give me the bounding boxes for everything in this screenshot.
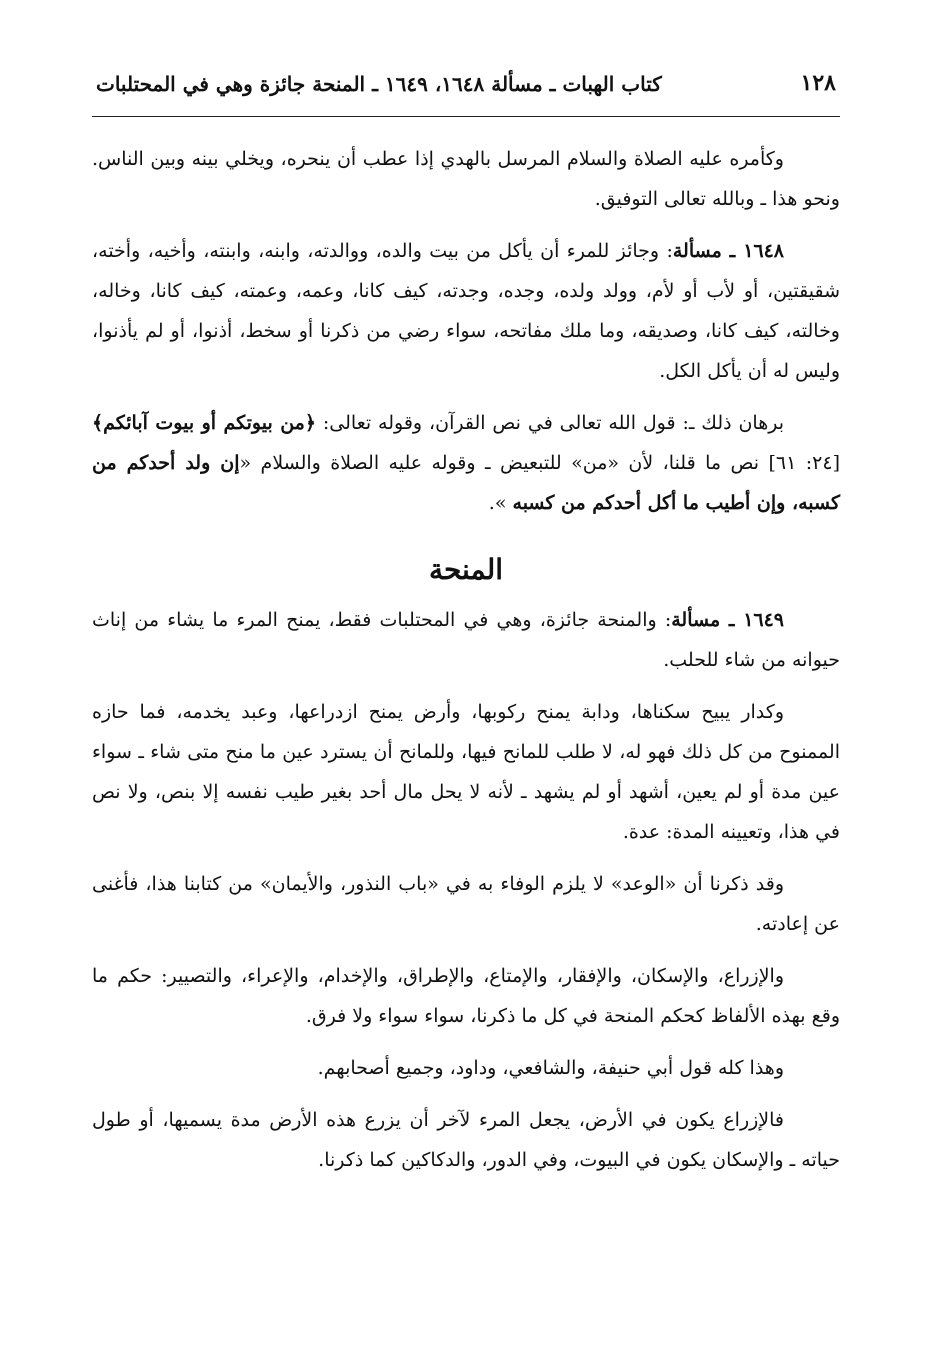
paragraph-hady: وكأمره عليه الصلاة والسلام المرسل بالهدي إذا عطب أن ينحره، ويخلي بينه وبين الناس. ونحو هذا ـ وبالله تعالى التوفيق. — [92, 148, 840, 210]
proof-intro: برهان ذلك ـ: قول الله تعالى في نص القرآن، وقوله تعالى: — [316, 412, 784, 434]
section-heading: المنحة — [428, 553, 504, 586]
paragraph-promise: وقد ذكرنا أن «الوعد» لا يلزم الوفاء به في «باب النذور، والأيمان» من كتابنا هذا، فأغنى عن إعادته. — [92, 873, 840, 935]
paragraph-house-lending: وكدار يبيح سكناها، ودابة يمنح ركوبها، وأرض يمنح ازدراعها، وعبد يخدمه، فما حازه الممنوح من كل ذلك فهو له، لا طلب للمانح فيها، وللمانح أن يسترد عين ما منح متى شاء ـ سواء عين مدة أو لم يعين، أشهد أو لم يشهد ـ لأنه لا يحل مال أحد بغير طيب نفسه إلا بنص، ولا نص في هذا، وتعيينه المدة: عدة. — [92, 701, 840, 843]
paragraph-terms: والإزراع، والإسكان، والإفقار، والإمتاع، والإطراق، والإخدام، والإعراء، والتصيير: حكم ما وقع بهذه الألفاظ كحكم المنحة في كل ما ذكرنا، سواء سواء ولا فرق. — [92, 965, 840, 1027]
proof-end: ». — [488, 492, 513, 514]
paragraph-issue-1648 — [92, 231, 840, 391]
paragraph-scholars: وهذا كله قول أبي حنيفة، والشافعي، وداود، وجميع أصحابهم. — [317, 1057, 784, 1079]
book-page — [92, 70, 840, 1180]
issue-number-1648: ١٦٤٨ ـ مسألة — [672, 240, 785, 262]
running-header — [92, 70, 840, 102]
paragraph-issue-1649 — [92, 600, 840, 680]
issue-text-1649: : والمنحة جائزة، وهي في المحتلبات فقط، يمنح المرء ما يشاء من إناث حيوانه من شاء للحلب. — [92, 609, 840, 671]
paragraph-izraa: فالإزراع يكون في الأرض، يجعل المرء لآخر أن يزرع هذه الأرض مدة يسميها، أو طول حياته ـ والإسكان يكون في البيوت، وفي الدور، والدكاكين كما ذكرنا. — [92, 1109, 840, 1171]
issue-number-1649: ١٦٤٩ ـ مسألة — [671, 609, 785, 631]
issue-text-1648: : وجائز للمرء أن يأكل من بيت والده، ووالدته، وابنه، وابنته، وأخيه، وأخته، شقيقتين، أو لأب أو لأم، وولد ولده، وجده، وجدته، كيف كانا، وعمه، وعمته، كيف كانا، وخاله، وخالته، كيف كانا، وصديقه، وما ملك مفاتحه، سواء رضي من ذكرنا أو سخط، أذنوا، أو لم يأذنوا، وليس له أن يأكل الكل. — [92, 240, 840, 382]
quran-verse: ﴿من بيوتكم أو بيوت آبائكم﴾ — [92, 412, 316, 434]
paragraph-proof — [92, 403, 840, 523]
proof-middle: [٢٤: ٦١] نص ما قلنا، لأن «من» للتبعيض ـ وقوله عليه الصلاة والسلام « — [239, 452, 840, 474]
header-divider — [92, 116, 840, 117]
hadith-quote: إن ولد أحدكم من كسبه، وإن أطيب ما أكل أحدكم من كسبه — [92, 452, 840, 514]
running-title: كتاب الهبات ـ مسألة ١٦٤٨، ١٦٤٩ ـ المنحة جائزة وهي في المحتلبات — [96, 72, 662, 96]
page-number: ١٢٨ — [800, 70, 836, 96]
